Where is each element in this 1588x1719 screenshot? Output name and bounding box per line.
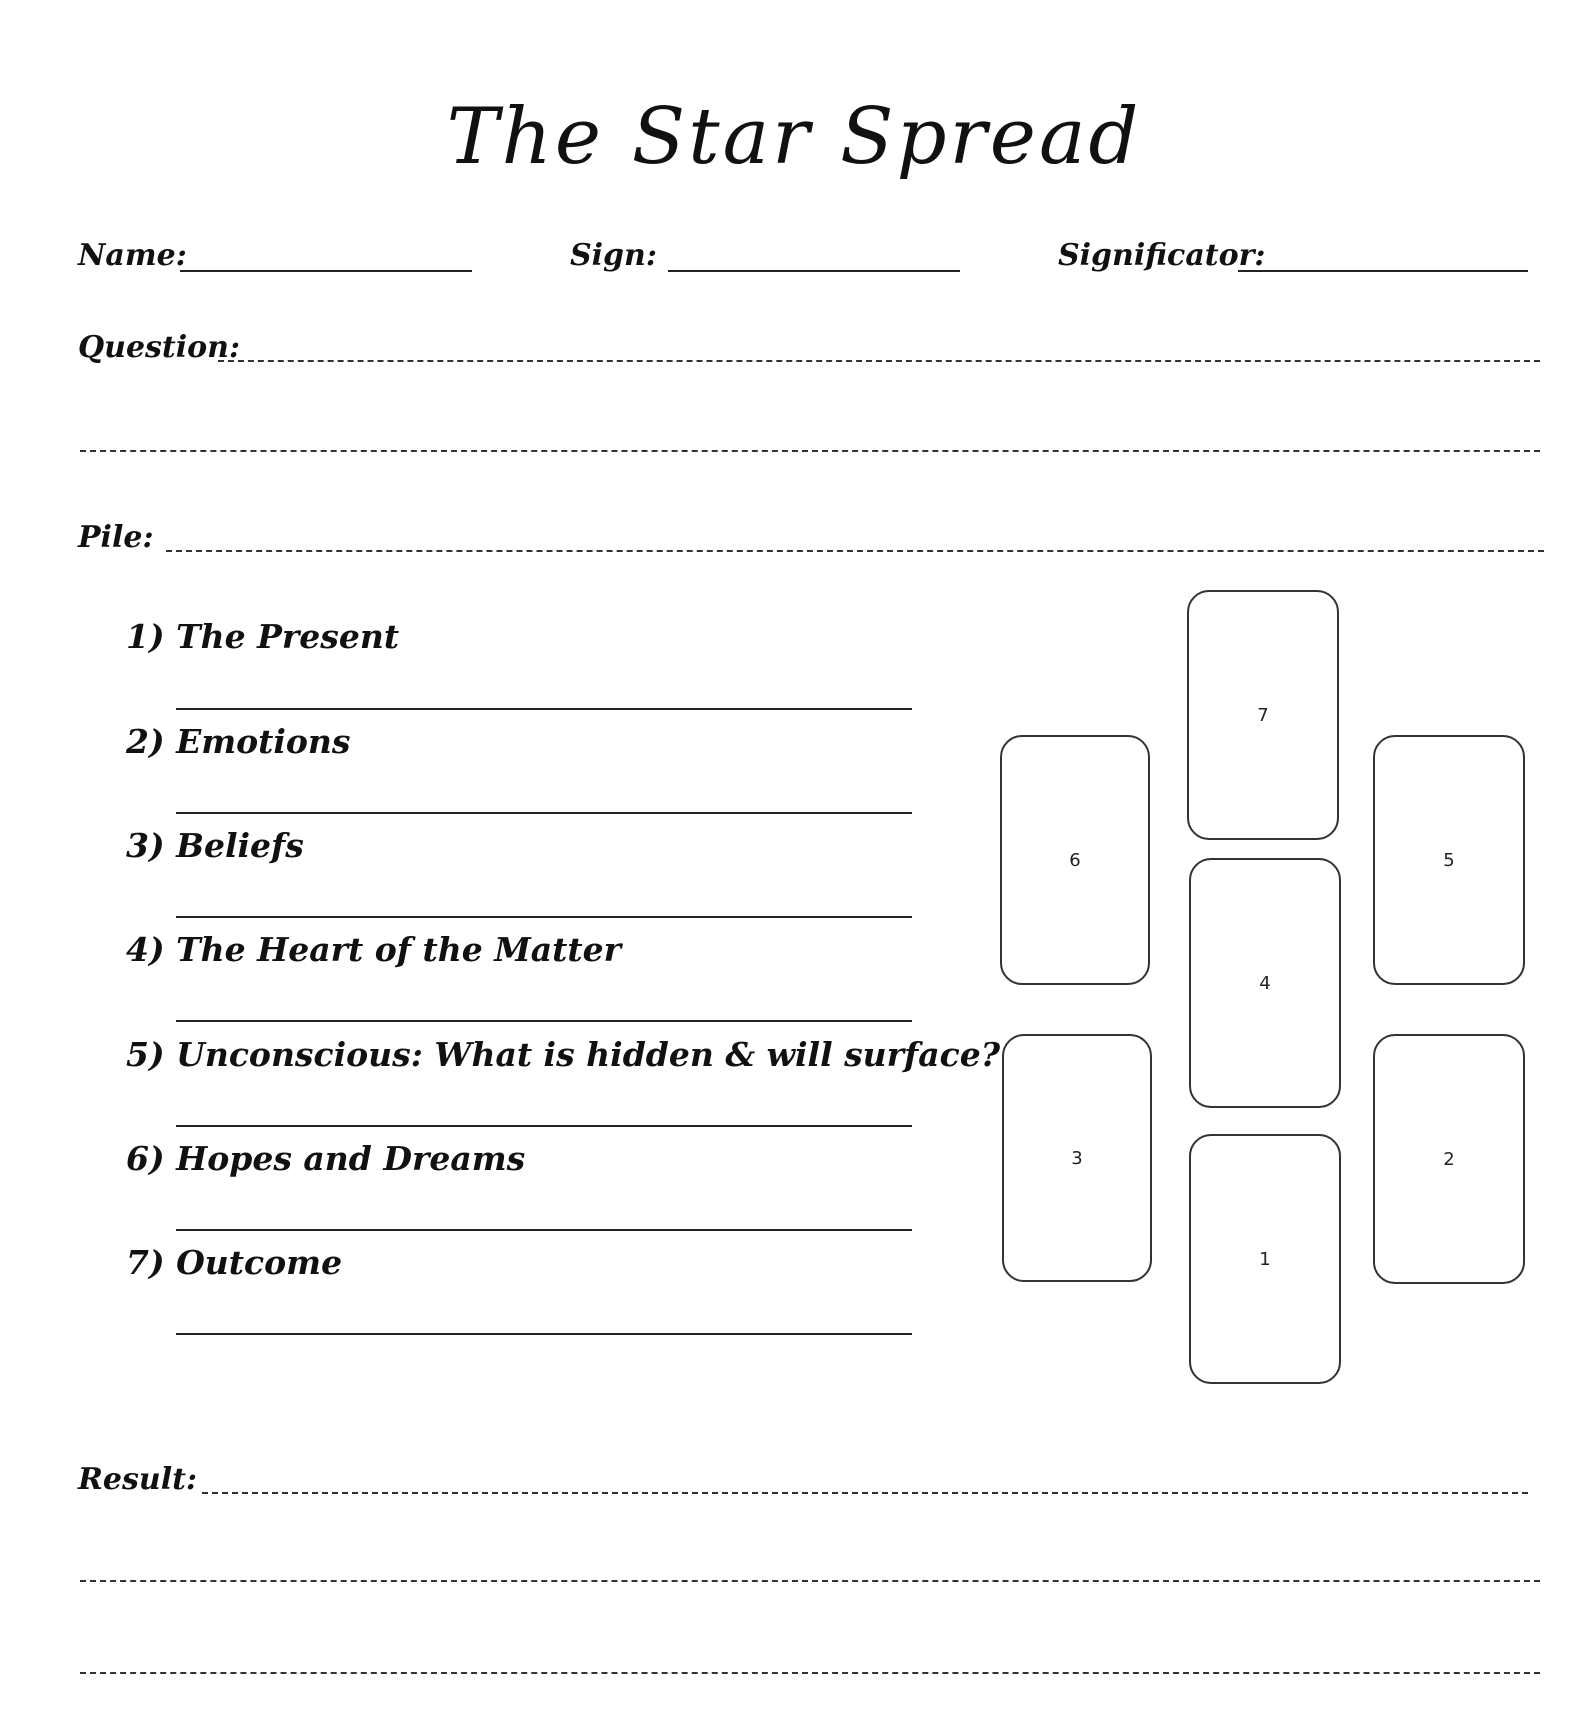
result-field-line-2[interactable]	[80, 1580, 1540, 1582]
card-number: 4	[1259, 972, 1271, 994]
card-number: 3	[1071, 1147, 1083, 1169]
pile-field[interactable]	[166, 550, 1544, 552]
result-label: Result:	[78, 1462, 198, 1497]
card-number: 6	[1069, 849, 1081, 871]
result-field[interactable]	[202, 1492, 1528, 1494]
card-slot-3	[1002, 1034, 1152, 1282]
position-5-field[interactable]	[176, 1125, 912, 1127]
card-number: 1	[1259, 1248, 1271, 1270]
position-3-label: 3) Beliefs	[126, 826, 304, 865]
question-field[interactable]	[218, 360, 1540, 362]
pile-label: Pile:	[78, 520, 154, 555]
position-4-label: 4) The Heart of the Matter	[126, 930, 621, 969]
position-5-label: 5) Unconscious: What is hidden & will surface?	[126, 1035, 1001, 1074]
page-title: The Star Spread	[446, 92, 1142, 182]
position-2-label: 2) Emotions	[126, 722, 351, 761]
significator-field[interactable]	[1238, 270, 1528, 272]
sign-field[interactable]	[668, 270, 960, 272]
position-7-field[interactable]	[176, 1333, 912, 1335]
card-number: 2	[1443, 1148, 1455, 1170]
position-2-field[interactable]	[176, 812, 912, 814]
sign-label: Sign:	[570, 238, 657, 273]
card-slot-4	[1189, 858, 1341, 1108]
card-number: 7	[1257, 704, 1269, 726]
significator-label: Significator:	[1058, 238, 1266, 273]
result-field-line-3[interactable]	[80, 1672, 1540, 1674]
position-6-label: 6) Hopes and Dreams	[126, 1139, 526, 1178]
question-label: Question:	[78, 330, 241, 365]
position-6-field[interactable]	[176, 1229, 912, 1231]
position-1-field[interactable]	[176, 708, 912, 710]
card-slot-1	[1189, 1134, 1341, 1384]
card-slot-2	[1373, 1034, 1525, 1284]
card-number: 5	[1443, 849, 1455, 871]
position-3-field[interactable]	[176, 916, 912, 918]
card-slot-5	[1373, 735, 1525, 985]
card-slot-7	[1187, 590, 1339, 840]
card-slot-6	[1000, 735, 1150, 985]
name-field[interactable]	[180, 270, 472, 272]
position-1-label: 1) The Present	[126, 617, 400, 656]
name-label: Name:	[78, 238, 187, 273]
question-field-line-2[interactable]	[80, 450, 1540, 452]
position-7-label: 7) Outcome	[126, 1243, 343, 1282]
position-4-field[interactable]	[176, 1020, 912, 1022]
